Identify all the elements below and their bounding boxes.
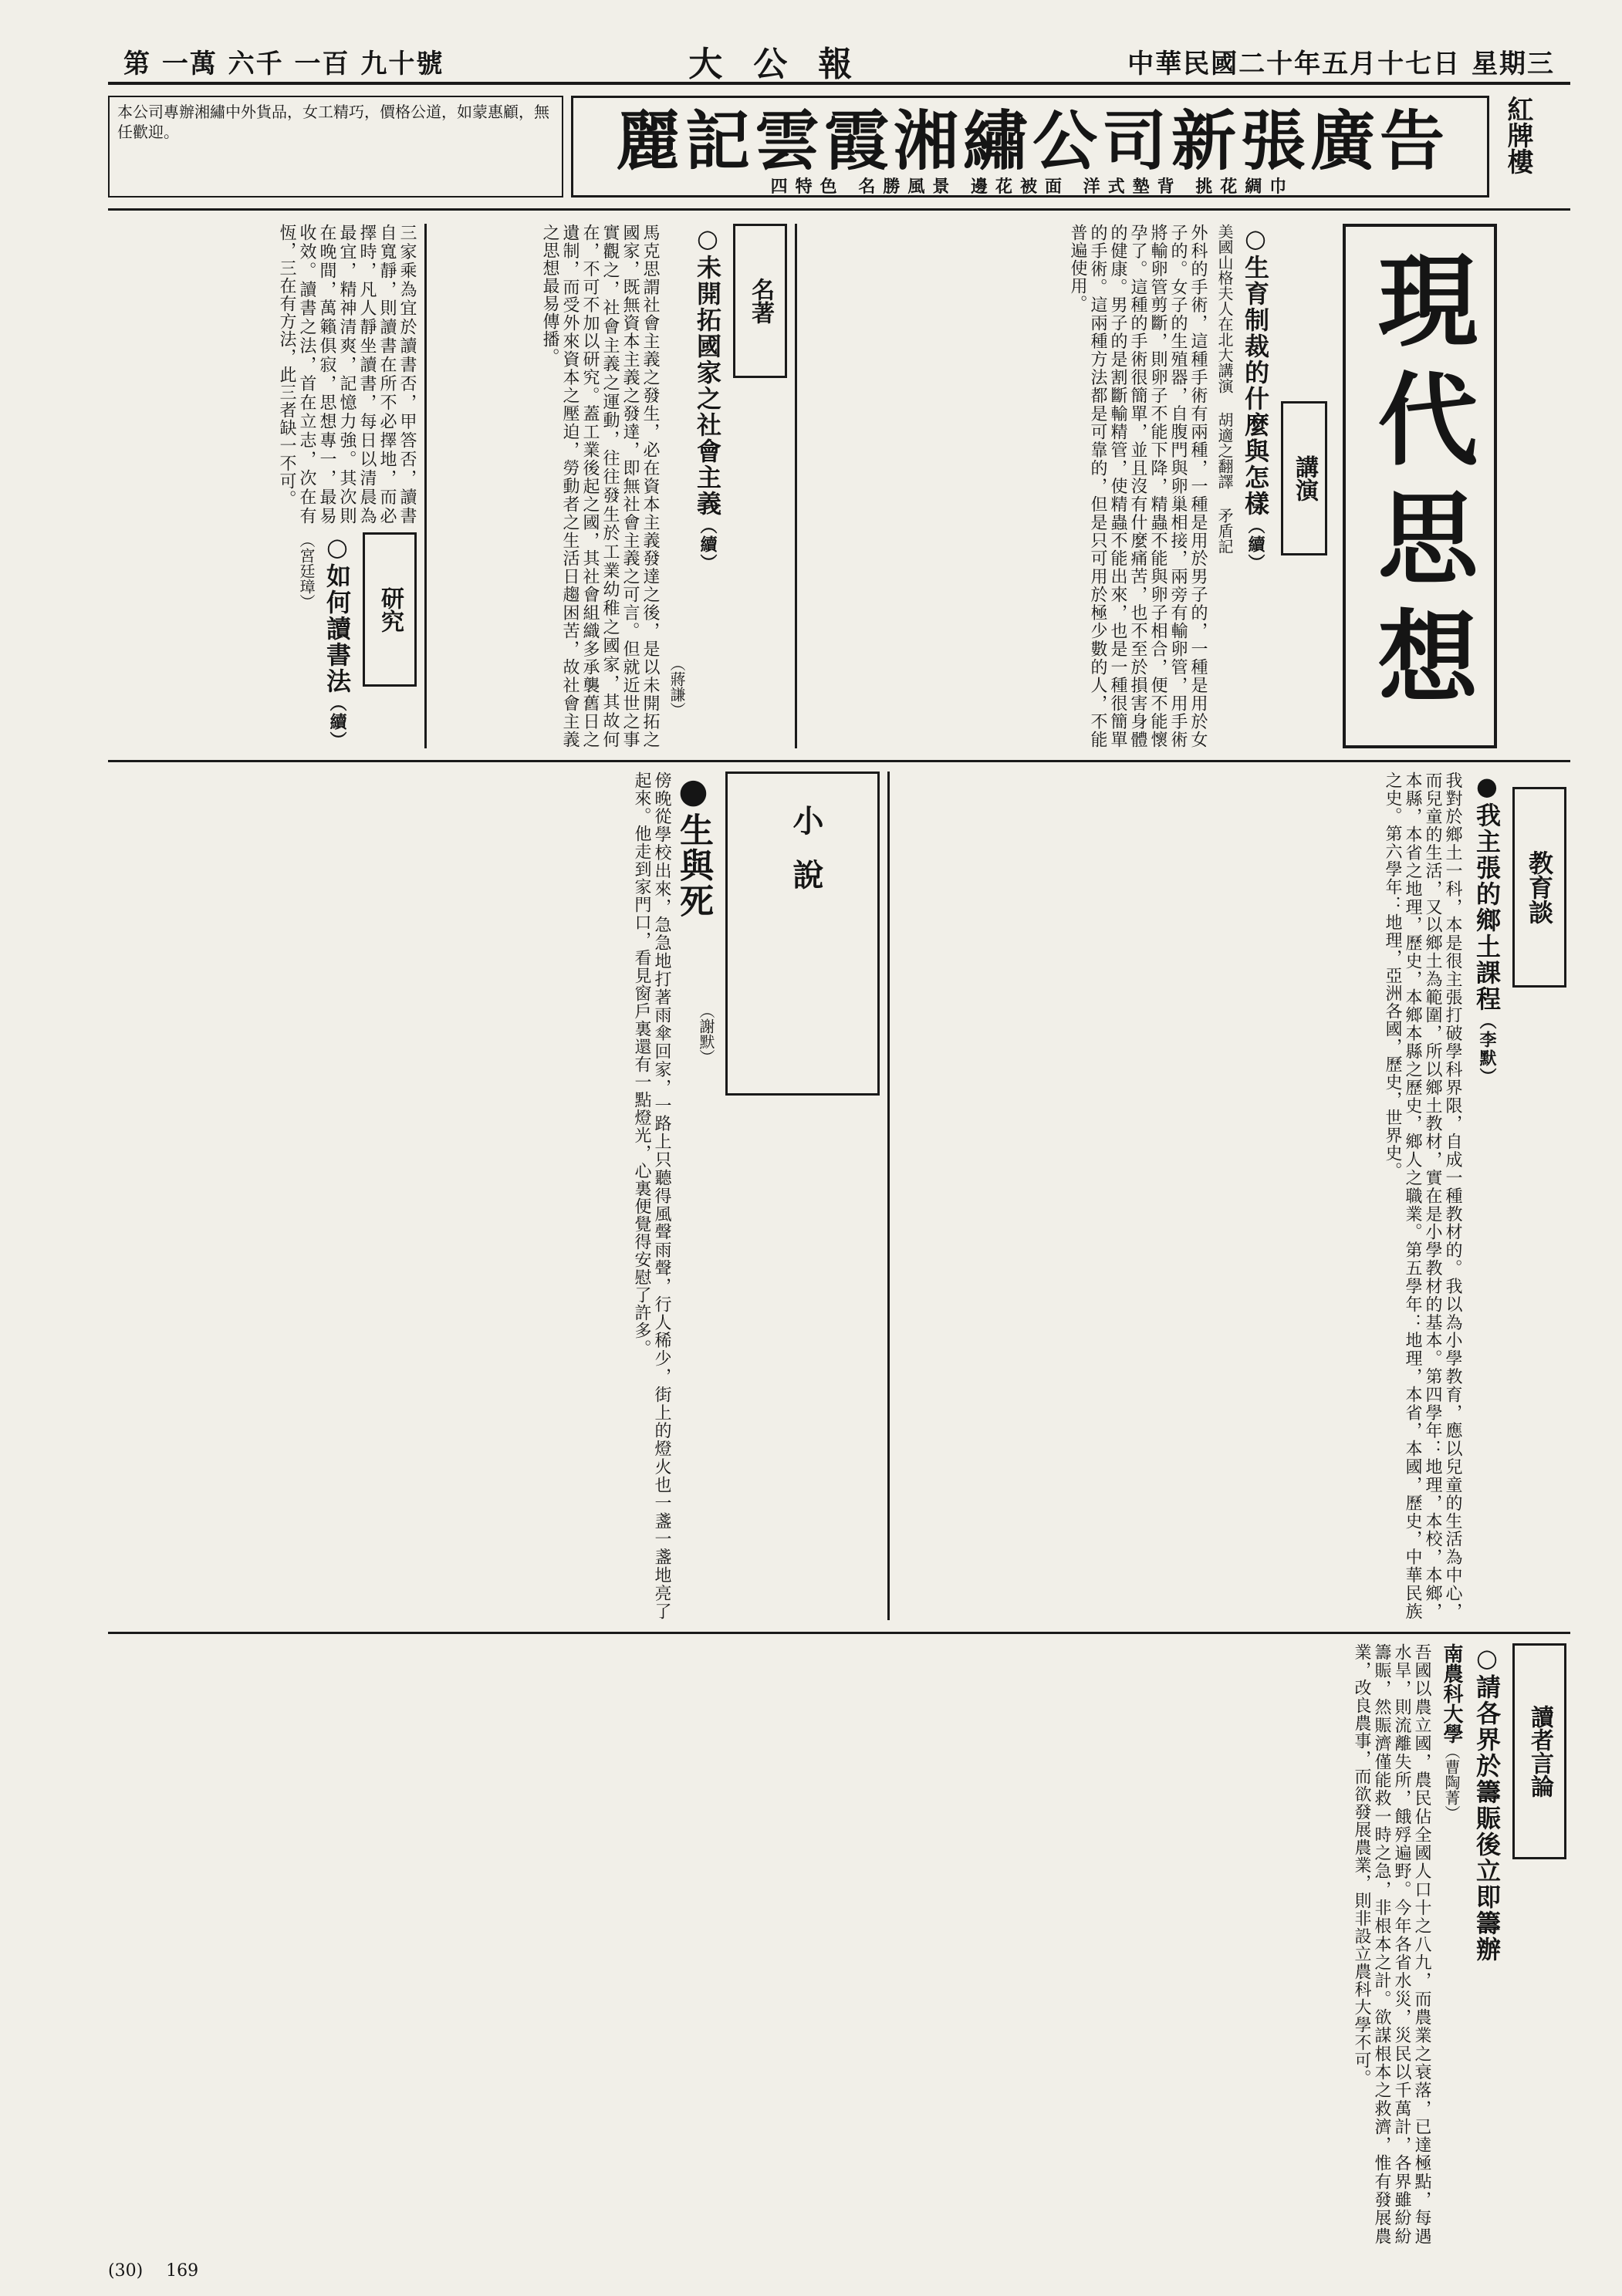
article-readers-author: （曹陶菁） xyxy=(1442,1744,1461,1821)
section-title: 現代思想 xyxy=(1361,248,1479,724)
article-readers xyxy=(108,1643,1566,2245)
article-study-title-text: 如何讀書法 xyxy=(323,563,352,694)
bullet-icon: ○ xyxy=(323,532,352,563)
article-study-subtitle: （續） xyxy=(327,694,347,750)
bullet-icon: ● xyxy=(674,772,713,812)
article-lecture-label: 講演 xyxy=(1281,401,1327,555)
advert-subline: 四特色 名勝風景 邊花被面 洋式墊背 挑花綢巾 xyxy=(770,177,1295,197)
article-education-title-text: 我主張的鄉土課程 xyxy=(1472,802,1502,1012)
bullet-icon: ○ xyxy=(1472,1643,1502,1674)
article-lecture-author: 美國山格夫人在北大講演 胡適之翻譯 矛盾記 xyxy=(1215,224,1234,554)
col-rule xyxy=(887,772,890,1620)
article-fiction-title-text: 生與死 xyxy=(674,812,713,919)
article-education-subtitle: （李默） xyxy=(1477,1012,1497,1086)
advert-headline: 麗記雲霞湘繡公司新張廣告 xyxy=(615,103,1449,179)
article-readers-body: 吾國以農立國，農民佔全國人口十之八九，而農業之衰落，已達極點，每遇水旱，則流離失所，餓殍遍野。今年各省水災，災民以千萬計，各界雖紛紛籌賑，然賑濟僅能救一時之急，非根本之計。欲謀根本之救濟，惟有發展農業，改良農事，而欲發展農業，則非設立農科大學不可。 xyxy=(1352,1643,1431,2245)
top-rule xyxy=(108,208,1570,211)
article-classic-label: 名著 xyxy=(733,224,787,378)
article-classic-title xyxy=(691,224,725,748)
article-lecture xyxy=(803,224,1335,748)
section-title-box xyxy=(1343,224,1497,748)
article-education xyxy=(895,772,1566,1620)
article-education-label: 教育談 xyxy=(1512,787,1566,988)
article-lecture-subtitle: （續） xyxy=(1245,517,1265,572)
article-education-title xyxy=(1471,772,1505,1620)
article-fiction-body: 傍晚從學校出來，急急地打著雨傘回家，一路上只聽得風聲雨聲，行人稀少，街上的燈火也一盞一盞地亮了起來。他走到家門口，看見窗戶裏還有一點燈光，心裏便覺得安慰了許多。 xyxy=(632,772,671,1620)
article-readers-subtitle xyxy=(1440,1643,1466,2245)
advert-brand: 紅牌樓 xyxy=(1502,96,1533,174)
footer-page-number: 169 xyxy=(166,2261,199,2281)
article-study xyxy=(108,224,417,748)
article-study-title xyxy=(321,532,355,748)
article-readers-title-text: 請各界於籌賑後立即籌辦 xyxy=(1472,1674,1502,1963)
footer-page-code: (30) xyxy=(108,2261,144,2281)
article-fiction-subtitle: （謝默） xyxy=(697,1003,715,1065)
article-lecture-title-text: 生育制裁的什麼與怎樣 xyxy=(1241,255,1270,517)
article-fiction xyxy=(108,772,880,1620)
article-classic-title-text: 未開拓國家之社會主義 xyxy=(693,255,722,517)
advert-banner xyxy=(571,96,1489,198)
bullet-icon: ○ xyxy=(1241,224,1270,255)
article-classic-body: 馬克思謂社會主義之發生，必在資本主義發達之後，是以未開拓之國家，既無資本主義之發達，即無社會主義之可言。但就近世之事實觀之，社會主義之運動，往往發生於工業幼稚之國家，其故何在，不可不加以研究。蓋工業後起之國，其社會組織多承襲舊日之遺制，而受外來資本之壓迫，勞動者之生活日趨困苦，故社會主義之思想最易傳播。 xyxy=(540,224,660,748)
bullet-icon: ● xyxy=(1472,772,1502,802)
col-rule xyxy=(424,224,427,748)
article-lecture-body: 外科的手術，這種手術有兩種，一種是用於男子的，一種是用於女子的。女子的生殖器，自腹門與卵巢相接，兩旁有輸卵管，用手術將輸卵管剪斷，則卵子不能下降，精蟲不能與卵子相合，便不能懷孕了。這種的手術很簡單，並且沒有什麼痛苦，也不至於損害身體的健康。男子的是割斷輸精管，使精蟲不能出來，也是一種很簡單的手術。這兩種方法都是可靠的，但是只可用於極少數的人，不能普遍使用。 xyxy=(1068,224,1208,748)
masthead-paper-name: 大公報 xyxy=(688,45,884,84)
article-classic xyxy=(432,224,787,748)
article-study-author: （宮廷璋） xyxy=(297,532,316,609)
article-fiction-label-box xyxy=(725,772,880,1096)
article-readers-label: 讀者言論 xyxy=(1512,1643,1566,1859)
bullet-icon: ○ xyxy=(693,224,722,255)
article-study-body: 三家乘為宜於讀書否，甲答否，讀書自寬靜，則讀書在所不必擇地，而必擇時，凡人靜坐讀書，每日以清晨為最宜，精神清爽，記憶力強。其次則在晚間，萬籟俱寂，思想專一，最易收效。讀書之法，首在立志，次在有恆，三在有方法，此三者缺一不可。 xyxy=(277,224,417,525)
article-classic-subtitle: （續） xyxy=(698,517,718,572)
lower-rule xyxy=(108,1632,1570,1634)
masthead-issue-number: 第 一萬 六千 一百 九十號 xyxy=(123,48,444,79)
article-fiction-label: 小說 xyxy=(788,805,824,913)
article-readers-title xyxy=(1471,1643,1505,2245)
article-readers-subtitle-text: 南農科大學 xyxy=(1440,1643,1463,1744)
mid-rule xyxy=(108,760,1570,762)
article-classic-author: （蔣謙） xyxy=(667,656,686,718)
col-rule xyxy=(795,224,797,748)
article-education-body: 我對於鄉土一科，本是很主張打破學科界限，自成一種教材的。我以為小學教育，應以兒童的生活為中心，而兒童的生活，又以鄉土為範圍，所以鄉土教材，實在是小學教材的基本。第四學年：地理，本校，本鄉，本縣，本省之地理，歷史，本鄉本縣之歷史，鄉人之職業。第五學年：地理，本省，本國，歷史，中華民族之史。第六學年：地理，亞洲各國，歷史，世界史。 xyxy=(1383,772,1462,1620)
masthead-strip xyxy=(108,40,1570,85)
masthead-date: 中華民國二十年五月十七日 星期三 xyxy=(1127,48,1555,79)
article-study-label: 研究 xyxy=(363,532,417,687)
page-footer xyxy=(108,2257,417,2284)
article-lecture-title xyxy=(1239,224,1273,748)
advert-notice: 本公司專辦湘繡中外貨品，女工精巧，價格公道，如蒙惠顧，無任歡迎。 xyxy=(108,96,563,198)
